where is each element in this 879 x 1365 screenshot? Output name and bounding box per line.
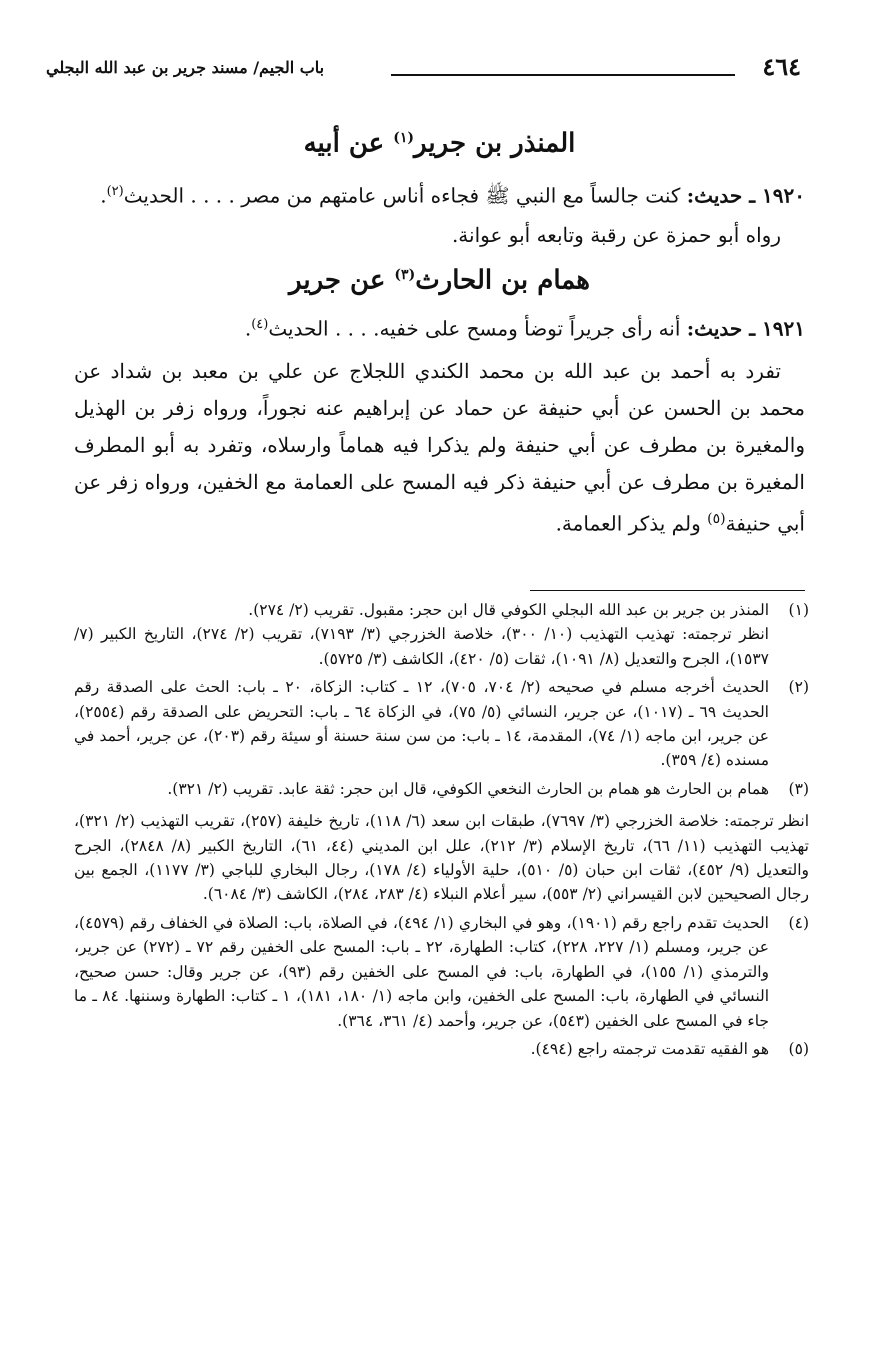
footnote: (٤) الحديث تقدم راجع رقم (١٩٠١)، وهو في البخاري (١/ ٤٩٤)، في الصلاة، باب: الصلاة في الخفاف رقم (٤٥٧٩)، عن جرير، ومسلم (١/ ٢٢٧، ٢٢٨)، كتاب: الطهارة، ٢٢ ـ باب: المسح على الخفين رقم ٧٢ ـ (٢٧٢) عن جرير، والترمذي (١/ ١٥٥)، في الطهارة، باب: في المسح على الخفين رقم (٩٣)، عن جرير وقال: حسن صحيح، النسائي في الطهارة، باب: المسح على الخفين، وابن ماجه (١/ ١٨٠، ١٨١)، ١ ـ كتاب: الطهارة وسننها. ٨٤ ـ ما جاء في المسح على الخفين (٥٤٣)، عن جرير، وأحمد (٤/ ٣٦١، ٣٦٤). — [74, 911, 809, 1033]
footnotes — [74, 598, 809, 1065]
footnote-ref: (١) — [393, 130, 415, 146]
footnote-number: (٤) — [788, 913, 809, 932]
hadith-entry: ١٩٢٠ ـ حديث: كنت جالساً مع النبي ﷺ فجاءه أناس عامتهم من مصر . . . . الحديث$^{(٢)}$. — [100, 183, 805, 208]
main-text — [74, 118, 805, 542]
hadith-number: ١٩٢٠ ـ حديث: — [686, 183, 805, 208]
hadith-number: ١٩٢١ ـ حديث: — [686, 316, 805, 341]
narration-note: رواه أبو حمزة عن رقبة وتابعه أبو عوانة. — [451, 223, 781, 248]
header-rule — [391, 74, 735, 76]
footnote: (١) المنذر بن جرير بن عبد الله البجلي الكوفي قال ابن حجر: مقبول. تقريب (٢/ ٢٧٤). انظر ترجمته: تهذيب التهذيب (١٠/ ٣٠٠)، خلاصة الخزرجي (٣/ ٧١٩٣)، تقريب (٢/ ٢٧٤)، التاريخ الكبير (٧/ ١٥٣٧)، الجرح والتعديل (٨/ ١٠٩١)، ثقات (٥/ ٤٢٠)، الكاشف (٣/ ٥٧٢٥). — [74, 598, 809, 671]
running-header — [46, 52, 801, 86]
section-heading: المنذر بن جرير$^{(١)}$ عن أبيه — [303, 128, 576, 159]
footnote: (٥) هو الفقيه تقدمت ترجمته راجع (٤٩٤). — [74, 1037, 809, 1061]
footnote-ref: (٥) — [707, 510, 726, 527]
commentary-paragraph: تفرد به أحمد بن عبد الله بن محمد الكندي اللجلاج عن علي بن معبد بن شداد عن محمد بن الحسن عن أبي حنيفة عن حماد عن إبراهيم عنه نجوراً، ورواه زفر بن الهذيل والمغيرة بن مطرف عن أبي حنيفة ولم يذكرا فيه هماماً وارسلاه، وتفرد به أبو المطرف المغيرة بن مطرف عن أبي حنيفة ذكر فيه المسح على العمامة مع الخفين، ورواه زفر عن أبي حنيفة$^{(٥)}$ ولم يذكر العمامة. — [74, 358, 805, 536]
footnote-ref: (٤) — [251, 316, 269, 332]
section-heading: همام بن الحارث$^{(٣)}$ عن جرير — [289, 265, 590, 296]
footnote-separator — [530, 590, 805, 591]
footnote-ref: (٢) — [106, 183, 124, 199]
footnote: (٣) همام بن الحارث هو همام بن الحارث النخعي الكوفي، قال ابن حجر: ثقة عابد. تقريب (٢/ ٣٢١). انظر ترجمته: خلاصة الخزرجي (٣/ ٧٦٩٧)، طبقات ابن سعد (٦/ ١١٨)، تاريخ خليفة (٢٥٧)، تقريب التهذيب (٢/ ٣٢١)، تهذيب التهذيب (١١/ ٦٦)، تاريخ الإسلام (٣/ ٢١٢)، علل ابن المديني (٤٤، ٦١)، التاريخ الكبير (٨/ ٢٨٤٨)، الجرح والتعديل (٩/ ٤٥٢)، ثقات ابن حبان (٥/ ٥١٠)، حلية الأولياء (٤/ ١٧٨)، رجال البخاري للباجي (٣/ ١١٧٧)، الجمع بين رجال الصحيحين لابن القيسراني (٢/ ٥٥٣)، سير أعلام النبلاء (٤/ ٢٨٣، ٢٨٤)، الكاشف (٣/ ٦٠٨٤). — [74, 777, 809, 907]
page-number: ٤٦٤ — [762, 52, 801, 81]
footnote-number: (٢) — [788, 678, 809, 697]
footnote: (٢) الحديث أخرجه مسلم في صحيحه (٢/ ٧٠٤، ٧٠٥)، ١٢ ـ كتاب: الزكاة، ٢٠ ـ باب: الحث على الصدقة رقم الحديث ٦٩ ـ (١٠١٧)، عن جرير، النسائي (٥/ ٧٥)، في الزكاة ٦٤ ـ باب: التحريض على الصدقة رقم (٢٥٥٤)، عن جرير، ابن ماجه (١/ ٧٤)، المقدمة، ١٤ ـ باب: من سن سنة حسنة أو سيئة رقم (٢٠٣)، عن جرير، أحمد في مسنده (٤/ ٣٥٩). — [74, 675, 809, 773]
footnote-number: (٣) — [788, 779, 809, 798]
footnote-number: (٥) — [788, 1039, 809, 1058]
footnote-ref: (٣) — [394, 267, 416, 284]
footnote-number: (١) — [788, 601, 809, 619]
hadith-entry: ١٩٢١ ـ حديث: أنه رأى جريراً توضأ ومسح على خفيه. . . . الحديث$^{(٤)}$. — [244, 316, 805, 341]
header-title: باب الجيم/ مسند جرير بن عبد الله البجلي — [46, 58, 325, 77]
